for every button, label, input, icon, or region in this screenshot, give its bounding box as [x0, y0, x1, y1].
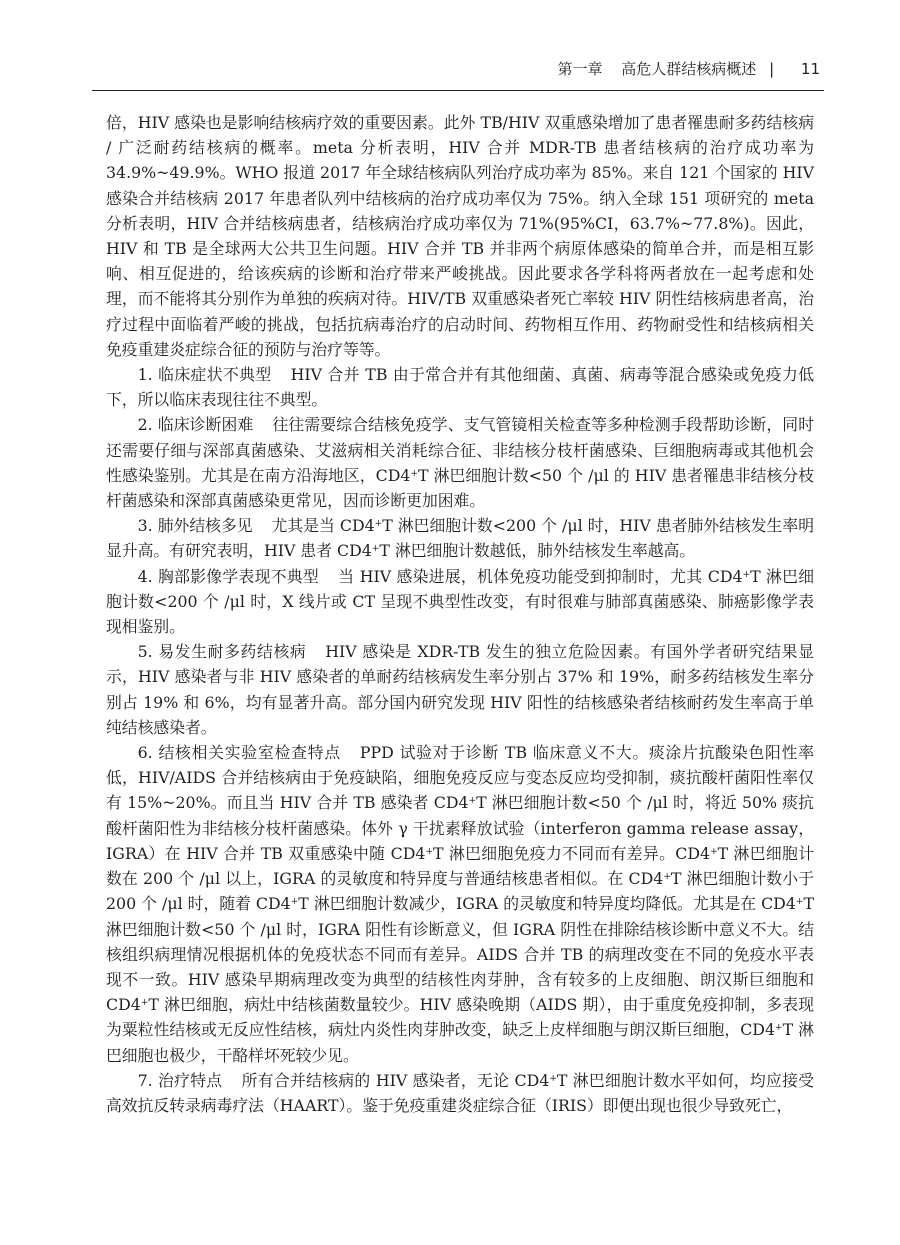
- paragraph-item-4: 4. 胸部影像学表现不典型 当 HIV 感染进展，机体免疫功能受到抑制时，尤其 CD4+T 淋巴细胞计数<200 个 /μl 时，X 线片或 CT 呈现不典型性改变，有时很难与肺部真菌感染、肺癌影像学表现相鉴别。: [106, 566, 814, 637]
- paragraph-item-2: 2. 临床诊断困难 往往需要综合结核免疫学、支气管镜相关检查等多种检测手段帮助诊断，同时还需要仔细与深部真菌感染、艾滋病相关消耗综合征、非结核分枝杆菌感染、巨细胞病毒或其他机会性感染鉴别。尤其是在南方沿海地区，CD4+T 淋巴细胞计数<50 个 /μl 的 HIV 患者罹患非结核分枝杆菌感染和深部真菌感染更常见，因而诊断更加困难。: [106, 415, 814, 511]
- paragraph-item-7: 7. 治疗特点 所有合并结核病的 HIV 感染者，无论 CD4+T 淋巴细胞计数水平如何，均应接受高效抗反转录病毒疗法（HAART）。鉴于免疫重建炎症综合征（IRIS）即便出现也很少导致死亡，: [106, 1070, 815, 1115]
- header-rule: [92, 90, 824, 91]
- running-header: [100, 58, 820, 80]
- paragraph-item-3: 3. 肺外结核多见 尤其是当 CD4+T 淋巴细胞计数<200 个 /μl 时，HIV 患者肺外结核发生率明显升高。有研究表明，HIV 患者 CD4+T 淋巴细胞计数越低，肺外结核发生率越高。: [106, 516, 814, 561]
- item-heading: 5. 易发生耐多药结核病: [137, 642, 307, 662]
- paragraph-item-1: 1. 临床症状不典型 HIV 合并 TB 由于常合并有其他细菌、真菌、病毒等混合感染或免疫力低下，所以临床表现往往不典型。: [106, 365, 815, 410]
- item-heading: 2. 临床诊断困难: [137, 415, 254, 435]
- item-heading: 1. 临床症状不典型: [137, 365, 272, 385]
- body-text: [106, 110, 814, 1118]
- page-number: 11: [800, 60, 820, 78]
- paragraph-item-5: 5. 易发生耐多药结核病 HIV 感染是 XDR-TB 发生的独立危险因素。有国外学者研究结果显示，HIV 感染者与非 HIV 感染者的单耐药结核病发生率分别占 37% 和 19%，耐多药结核发生率分别占 19% 和 6%，均有显著升高。部分国内研究发现 HIV 阳性的结核感染者结核耐药发生率高于单纯结核感染者。: [106, 642, 814, 737]
- item-heading: 4. 胸部影像学表现不典型: [137, 566, 320, 586]
- item-heading: 7. 治疗特点: [137, 1070, 223, 1090]
- paragraph-item-6: 6. 结核相关实验室检查特点 PPD 试验对于诊断 TB 临床意义不大。痰涂片抗酸染色阳性率低，HIV/AIDS 合并结核病由于免疫缺陷，细胞免疫反应与变态反应均受抑制，痰抗酸杆菌阳性率仅有 15%~20%。而且当 HIV 合并 TB 感染者 CD4+T 淋巴细胞计数<50 个 /μl 时，将近 50% 痰抗酸杆菌阳性为非结核分枝杆菌感染。体外 γ 干扰素释放试验（interferon gamma release assay，IGRA）在 HIV 合并 TB 双重感染中随 CD4+T 淋巴细胞免疫力不同而有差异。CD4+T 淋巴细胞计数在 200 个 /μl 以上，IGRA 的灵敏度和特异度与普通结核患者相似。在 CD4+T 淋巴细胞计数小于 200 个 /μl 时，随着 CD4+T 淋巴细胞计数减少，IGRA 的灵敏度和特异度均降低。尤其是在 CD4+T 淋巴细胞计数<50 个 /μl 时，IGRA 阳性有诊断意义，但 IGRA 阴性在排除结核诊断中意义不大。结核组织病理情况根据机体的免疫状态不同而有差异。AIDS 合并 TB 的病理改变在不同的免疫水平表现不一致。HIV 感染早期病理改变为典型的结核性肉芽肿，含有较多的上皮细胞、朗汉斯巨细胞和 CD4+T 淋巴细胞，病灶中结核菌数量较少。HIV 感染晚期（AIDS 期），由于重度免疫抑制，多表现为粟粒性结核或无反应性结核，病灶内炎性肉芽肿改变，缺乏上皮样细胞与朗汉斯巨细胞，CD4+T 淋巴细胞也极少，干酪样坏死较少见。: [106, 743, 814, 1065]
- item-heading: 6. 结核相关实验室检查特点: [137, 743, 341, 763]
- chapter-label: 第一章: [557, 60, 603, 78]
- header-separator: |: [769, 60, 775, 78]
- paragraph-intro: 倍，HIV 感染也是影响结核病疗效的重要因素。此外 TB/HIV 双重感染增加了患者罹患耐多药结核病 / 广泛耐药结核病的概率。meta 分析表明，HIV 合并 MDR-TB 患者结核病的治疗成功率为 34.9%~49.9%。WHO 报道 2017 年全球结核病队列治疗成功率为 85%。来自 121 个国家的 HIV 感染合并结核病 2017 年患者队列中结核病的治疗成功率仅为 75%。纳入全球 151 项研究的 meta 分析表明，HIV 合并结核病患者，结核病治疗成功率仅为 71%(95%CI，63.7%~77.8%)。因此，HIV 和 TB 是全球两大公共卫生问题。HIV 合并 TB 并非两个病原体感染的简单合并，而是相互影响、相互促进的，给该疾病的诊断和治疗带来严峻挑战。因此要求各学科将两者放在一起考虑和处理，而不能将其分别作为单独的疾病对待。HIV/TB 双重感染者死亡率较 HIV 阴性结核病患者高，治疗过程中面临着严峻的挑战，包括抗病毒治疗的启动时间、药物相互作用、药物耐受性和结核病相关免疫重建炎症综合征的预防与治疗等等。: [106, 113, 814, 359]
- item-heading: 3. 肺外结核多见: [137, 516, 253, 536]
- chapter-title: 高危人群结核病概述: [621, 60, 757, 78]
